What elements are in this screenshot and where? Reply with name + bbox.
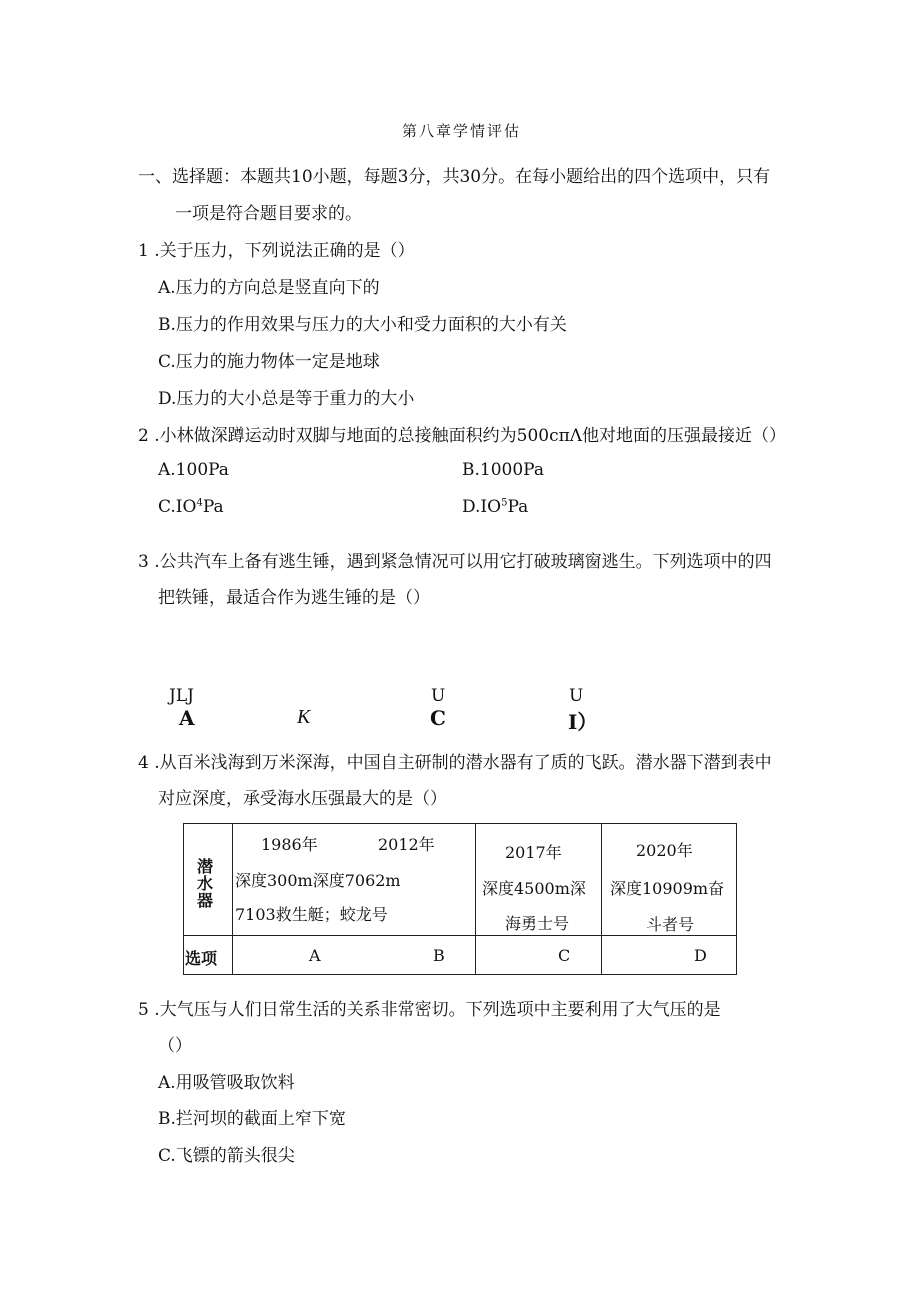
question-1-option-b: B.压力的作用效果与压力的大小和受力面积的大小有关 bbox=[158, 315, 567, 335]
names-ab: 7103救生艇；蛟龙号 bbox=[235, 905, 388, 924]
table-cell-ab bbox=[233, 824, 476, 936]
hammer-label-a: A bbox=[179, 706, 195, 730]
section-instructions-cont: 一项是符合题目要求的。 bbox=[175, 204, 362, 224]
question-4-stem: 4 .从百米浅海到万米深海，中国自主研制的潜水器有了质的飞跃。潜水器下潜到表中 bbox=[138, 753, 772, 773]
table-option-b: B bbox=[433, 946, 445, 965]
depth-ab: 深度300m深度7062m bbox=[235, 871, 401, 890]
table-option-header bbox=[184, 936, 233, 975]
hammer-figure-a: JLJ bbox=[169, 686, 194, 706]
row-header-label: 潜水器 bbox=[196, 857, 213, 910]
depth-c: 深度4500m深 bbox=[482, 879, 586, 898]
table-option-d-cell bbox=[602, 936, 737, 975]
question-2-option-b: B.1000Pa bbox=[462, 460, 544, 480]
name-d: 斗者号 bbox=[646, 915, 695, 934]
page-title: 第八章学情评估 bbox=[402, 122, 522, 140]
hammer-label-c: C bbox=[430, 706, 446, 730]
question-2-option-d: $D.IO^5Pa$ bbox=[462, 497, 529, 517]
table-cell-c bbox=[476, 824, 602, 936]
section-instructions: 一、选择题：本题共10小题，每题3分，共30分。在每小题给出的四个选项中，只有 bbox=[138, 167, 771, 187]
question-5-option-b: B.拦河坝的截面上窄下宽 bbox=[158, 1109, 346, 1129]
table-option-d: D bbox=[694, 946, 707, 965]
question-2-option-c: $C.IO^4Pa$ bbox=[158, 497, 224, 517]
table-option-a: A bbox=[309, 946, 321, 965]
question-3-stem: 3 .公共汽车上备有逃生锤，遇到紧急情况可以用它打破玻璃窗逃生。下列选项中的四 bbox=[138, 552, 772, 572]
question-2-option-a: A.100Pa bbox=[158, 460, 229, 480]
question-5-paren: （） bbox=[158, 1036, 192, 1056]
table-row-header bbox=[184, 824, 233, 936]
year-2017: 2017年 bbox=[505, 843, 562, 862]
hammer-label-d: I） bbox=[568, 710, 598, 734]
depth-d: 深度10909m奋 bbox=[610, 879, 725, 898]
question-3-stem-cont: 把铁锤，最适合作为逃生锤的是（） bbox=[158, 588, 430, 608]
table-option-c-cell bbox=[476, 936, 602, 975]
submersible-table bbox=[183, 823, 737, 975]
question-4-stem-cont: 对应深度，承受海水压强最大的是（） bbox=[158, 789, 447, 809]
year-2012: 2012年 bbox=[378, 835, 435, 854]
question-1-option-c: C.压力的施力物体一定是地球 bbox=[158, 352, 380, 372]
question-2-stem: 2 .小林做深蹲运动时双脚与地面的总接触面积约为500cπΛ他对地面的压强最接近（） bbox=[138, 426, 787, 446]
question-5-option-a: A.用吸管吸取饮料 bbox=[158, 1073, 295, 1093]
question-1-option-a: A.压力的方向总是竖直向下的 bbox=[158, 278, 380, 298]
table-option-c: C bbox=[558, 946, 571, 965]
year-1986: 1986年 bbox=[261, 835, 318, 854]
question-5-option-c: C.飞镖的箭头很尖 bbox=[158, 1146, 295, 1166]
hammer-figure-c: U bbox=[431, 686, 446, 706]
hammer-label-b: K bbox=[297, 706, 311, 728]
table-option-ab bbox=[233, 936, 476, 975]
table-cell-d bbox=[602, 824, 737, 936]
year-2020: 2020年 bbox=[636, 841, 693, 860]
option-header-label: 选项 bbox=[185, 949, 218, 968]
question-1-option-d: D.压力的大小总是等于重力的大小 bbox=[158, 389, 415, 409]
question-5-stem: 5 .大气压与人们日常生活的关系非常密切。下列选项中主要利用了大气压的是 bbox=[138, 1000, 721, 1020]
question-1-stem: 1 .关于压力，下列说法正确的是（） bbox=[138, 241, 415, 261]
name-c: 海勇士号 bbox=[505, 914, 570, 933]
hammer-figure-d: U bbox=[569, 686, 584, 706]
